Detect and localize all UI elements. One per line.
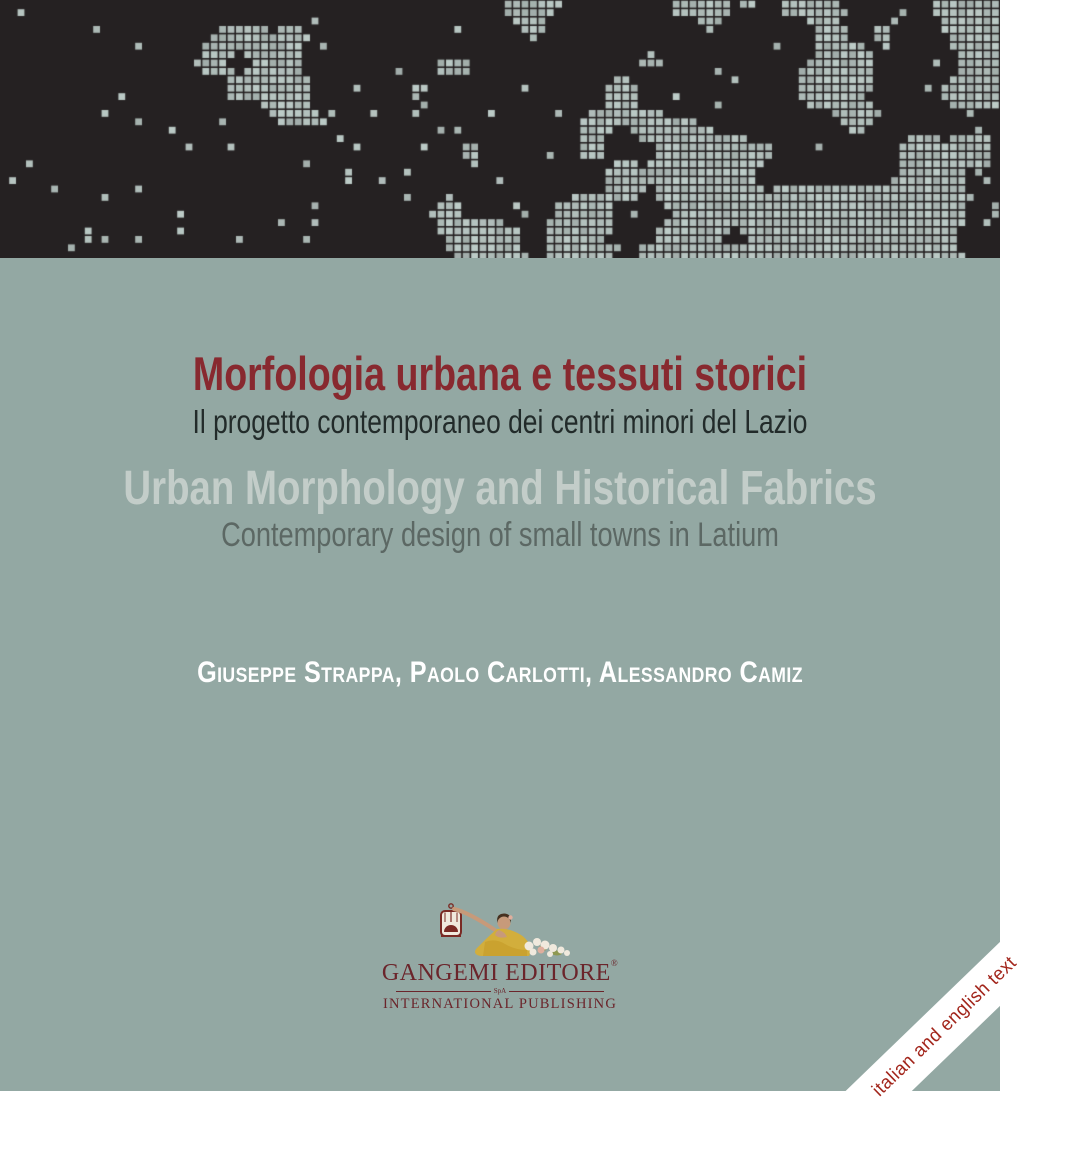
divider-rule-right	[509, 991, 604, 992]
italian-subtitle: Il progetto contemporaneo dei centri minori del Lazio	[192, 403, 808, 440]
italian-title: Morfologia urbana e tessuti storici	[192, 347, 808, 400]
ribbon-text: italian and english text	[868, 952, 1022, 1101]
publisher-logo-illustration	[425, 898, 575, 960]
english-title: Urban Morphology and Historical Fabrics	[123, 462, 877, 515]
registered-trademark-symbol: ®	[610, 958, 619, 968]
publisher-name	[382, 958, 618, 987]
publisher-block	[0, 898, 1000, 1013]
publisher-divider	[396, 988, 604, 995]
pixel-map-band	[0, 0, 1000, 258]
divider-rule-left	[396, 991, 491, 992]
authors-line: Giuseppe Strappa, Paolo Carlotti, Alessandro Camiz	[197, 656, 803, 689]
english-subtitle: Contemporary design of small towns in Latium	[221, 516, 779, 554]
publisher-tagline: INTERNATIONAL PUBLISHING	[382, 996, 618, 1012]
company-suffix: SpA	[493, 987, 507, 995]
publisher-name-text: GANGEMI EDITORE	[381, 960, 611, 986]
